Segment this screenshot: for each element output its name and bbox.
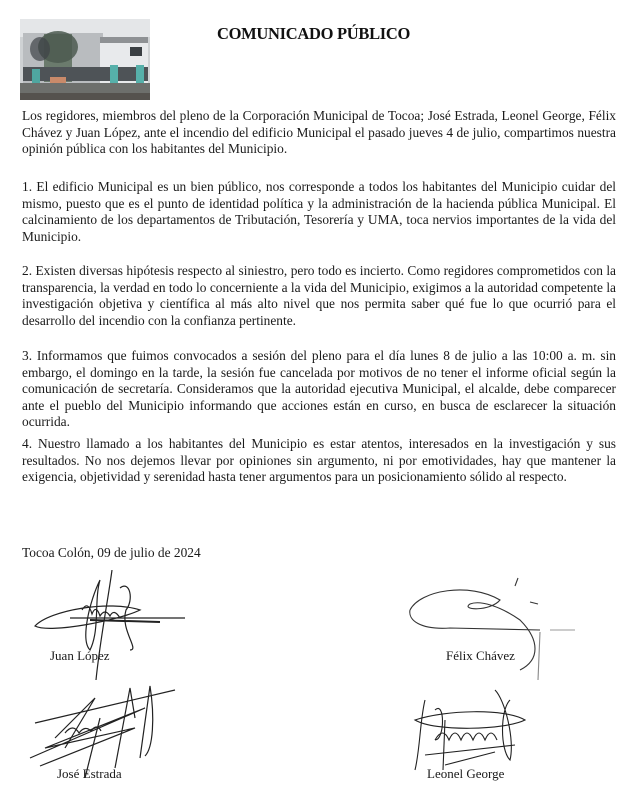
building-photo-illustration xyxy=(20,19,150,100)
signatory-name: Juan López xyxy=(50,648,110,663)
handwritten-signature-jose-estrada xyxy=(25,678,185,778)
signatory-name: Leonel George xyxy=(427,766,505,781)
signatory-name: Félix Chávez xyxy=(446,648,515,663)
point-1-paragraph: 1. El edificio Municipal es un bien público, nos corresponde a todos los habitantes del Municipio cuidar del mismo, puesto que es el punto de identidad política y la administración de la hacienda pública Municipal. El calcinamiento de los departamentos de Tributación, Tesorería y UMA, toca nervios importantes de la vida del Municipio. xyxy=(22,179,616,244)
point-4-paragraph: 4. Nuestro llamado a los habitantes del Municipio es estar atentos, interesados en la investigación y sus resultados. No nos dejemos llevar por opiniones sin argumento, ni por emotividades, hay que mantener la exigencia, objetividad y serenidad hasta tener argumentos para un posicionamiento sólido al respecto. xyxy=(22,436,616,485)
signatory-name: José Estrada xyxy=(57,766,122,781)
point-3-paragraph: 3. Informamos que fuimos convocados a sesión del pleno para el día lunes 8 de julio a las 10:00 a. m. sin embargo, el domingo en la tarde, la sesión fue cancelada por motivos de no tener el informe oficial según la comunicación de secretaría. Consideramos que la autoridad ejecutiva Municipal, el alcalde, debe comparecer ante el pueblo del Municipio informando que acciones están en curso, en busca de esclarecer la situación ocurrida. xyxy=(22,348,616,430)
header-photo xyxy=(20,19,150,100)
handwritten-signature-leonel-george xyxy=(405,680,545,780)
place-date: Tocoa Colón, 09 de julio de 2024 xyxy=(22,545,201,560)
intro-paragraph: Los regidores, miembros del pleno de la Corporación Municipal de Tocoa; José Estrada, Leonel George, Félix Chávez y Juan López, ante el incendio del edificio Municipal el pasado jueves 4 de julio, compartimos nuestra opinión pública con los habitantes del Municipio. xyxy=(22,108,616,157)
point-2-paragraph: 2. Existen diversas hipótesis respecto al siniestro, pero todo es incierto. Como regidores comprometidos con la transparencia, la verdad en todo lo concerniente a la vida del Municipio, exigimos a la autoridad competente la investigación objetiva y científica al más alto nivel que nos permita saber qué fue lo que ocurrió para el desarrollo del incendio con la confianza pertinente. xyxy=(22,263,616,328)
document-title: COMUNICADO PÚBLICO xyxy=(217,24,411,43)
